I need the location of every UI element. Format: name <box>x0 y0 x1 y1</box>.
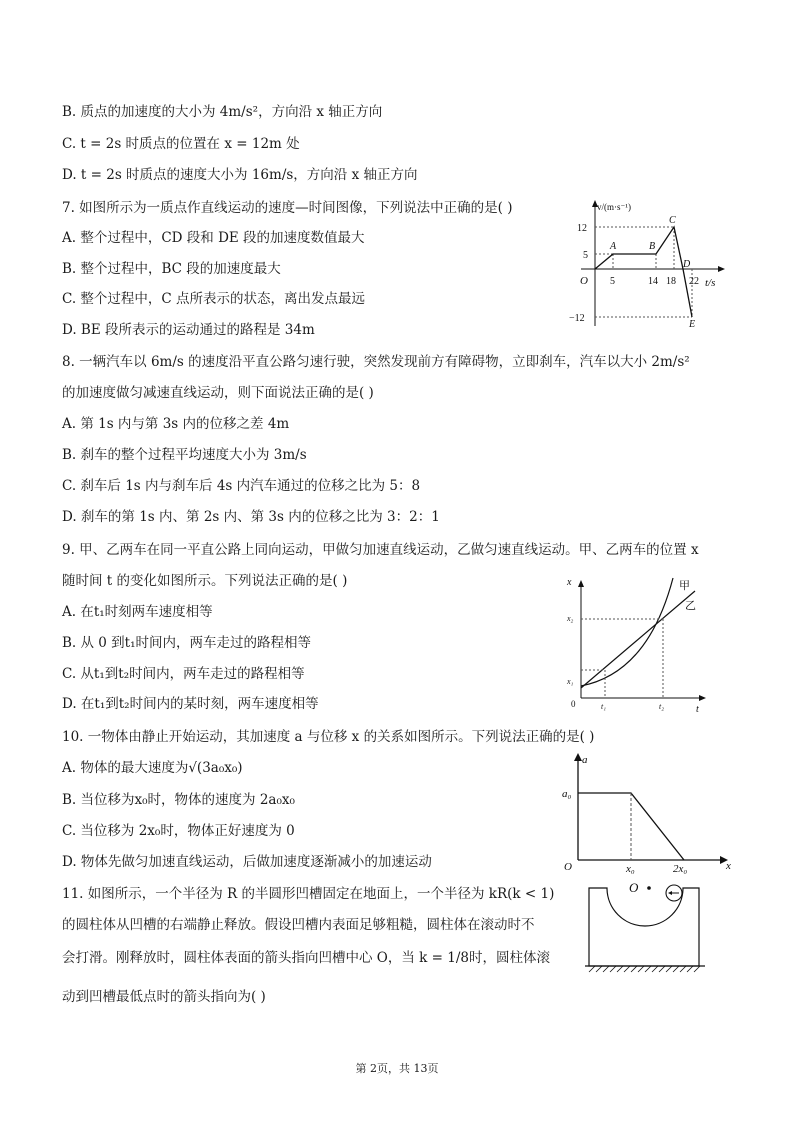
vt-ytick-12: 12 <box>577 223 587 234</box>
text-line: A. 物体的最大速度为√(3a₀x₀) <box>62 760 243 776</box>
text-line: A. 整个过程中，CD 段和 DE 段的加速度数值最大 <box>62 230 365 246</box>
text-line: C. t = 2s 时质点的位置在 x = 12m 处 <box>62 136 300 152</box>
text-line: D. BE 段所表示的运动通过的路程是 34m <box>62 322 315 338</box>
vt-ytick-neg12: −12 <box>569 313 585 324</box>
vt-point-B: B <box>649 241 656 252</box>
text-line: 随时间 t 的变化如图所示。下列说法正确的是( ) <box>62 573 348 589</box>
ax-x-label: x <box>726 860 731 872</box>
text-line: 的圆柱体从凹槽的右端静止释放。假设凹槽内表面足够粗糙，圆柱体在滚动时不 <box>62 917 535 933</box>
text-line: 10. 一物体由静止开始运动，其加速度 a 与位移 x 的关系如图所示。下列说法正确的是( ) <box>62 729 595 745</box>
vt-point-C: C <box>669 215 676 226</box>
vt-graph <box>565 198 727 330</box>
text-line: C. 当位移为 2x₀时，物体正好速度为 0 <box>62 823 295 839</box>
vt-point-E: E <box>689 319 696 330</box>
groove-center-dot <box>647 886 651 890</box>
xt-label-jia: 甲 <box>679 580 690 592</box>
text-line: B. 质点的加速度的大小为 4m/s²，方向沿 x 轴正方向 <box>62 104 383 120</box>
text-line: 9. 甲、乙两车在同一平直公路上同向运动，甲做匀加速直线运动，乙做匀速直线运动。甲、乙两车的位置 x <box>62 542 699 558</box>
text-line: C. 从t₁到t₂时间内，两车走过的路程相等 <box>62 666 305 682</box>
text-line: B. 当位移为x₀时，物体的速度为 2a₀x₀ <box>62 792 295 808</box>
text-line: D. t = 2s 时质点的速度大小为 16m/s，方向沿 x 轴正方向 <box>62 167 418 183</box>
ground-hatch <box>589 966 700 972</box>
text-line: 11. 如图所示，一个半径为 R 的半圆形凹槽固定在地面上，一个半径为 kR(k < 1) <box>62 886 555 902</box>
text-line: D. 刹车的第 1s 内、第 2s 内、第 3s 内的位移之比为 3：2：1 <box>62 509 440 525</box>
vt-point-A: A <box>610 241 617 252</box>
vt-point-D: D <box>683 259 691 270</box>
vt-x-arrow <box>718 266 725 272</box>
xt-ytick-x2: x₂ <box>567 614 574 623</box>
text-line: 的加速度做匀减速直线运动，则下面说法正确的是( ) <box>62 385 374 401</box>
ax-ytick-a0: a₀ <box>562 788 572 800</box>
vt-x-label: t/s <box>705 277 716 289</box>
text-line: A. 第 1s 内与第 3s 内的位移之差 4m <box>62 416 290 432</box>
page-footer: 第 2页，共 13页 <box>355 1062 439 1075</box>
text-line: 动到凹槽最低点时的箭头指向为( ) <box>62 989 266 1005</box>
text-line: D. 物体先做匀加速直线运动，后做加速度逐渐减小的加速运动 <box>62 854 432 870</box>
xt-x-arrow <box>699 695 706 701</box>
vt-xtick-22: 22 <box>689 276 699 287</box>
groove-figure <box>583 880 711 980</box>
vt-xtick-18: 18 <box>666 276 676 287</box>
text-line: 8. 一辆汽车以 6m/s 的速度沿平直公路匀速行驶，突然发现前方有障碍物，立即刹车，汽车以大小 2m/s² <box>62 354 690 370</box>
text-line: A. 在t₁时刻两车速度相等 <box>62 604 213 620</box>
text-line: B. 整个过程中，BC 段的加速度最大 <box>62 261 281 277</box>
xt-xtick-t2: t₂ <box>659 702 665 711</box>
xt-xtick-t1: t₁ <box>601 702 607 711</box>
vt-xtick-14: 14 <box>648 276 658 287</box>
xt-line-yi <box>581 591 695 688</box>
xt-ytick-x1: x₁ <box>567 677 574 686</box>
vt-origin: O <box>580 275 588 287</box>
text-line: 7. 如图所示为一质点作直线运动的速度—时间图像，下列说法中正确的是( ) <box>62 200 513 216</box>
xt-graph <box>563 573 713 713</box>
vt-ytick-5: 5 <box>583 250 588 261</box>
groove-center-label: O <box>629 880 639 895</box>
groove-body <box>589 888 699 966</box>
ax-xtick-2x0: 2x₀ <box>673 863 688 875</box>
text-line: C. 整个过程中，C 点所表示的状态，离出发点最远 <box>62 291 366 307</box>
xt-x-label: t <box>696 704 699 715</box>
ax-xtick-x0: x₀ <box>626 863 635 875</box>
text-line: B. 从 0 到t₁时间内，两车走过的路程相等 <box>62 635 312 651</box>
vt-xtick-5: 5 <box>610 276 615 287</box>
xt-label-yi: 乙 <box>685 600 696 612</box>
text-line: D. 在t₁到t₂时间内的某时刻，两车速度相等 <box>62 696 319 712</box>
text-line: 会打滑。刚释放时，圆柱体表面的箭头指向凹槽中心 O，当 k = 1/8时，圆柱体滚 <box>62 950 550 966</box>
xt-origin: 0 <box>571 699 576 709</box>
text-line: B. 刹车的整个过程平均速度大小为 3m/s <box>62 447 307 463</box>
text-line: C. 刹车后 1s 内与刹车后 4s 内汽车通过的位移之比为 5：8 <box>62 478 421 494</box>
ax-y-arrow <box>574 753 582 761</box>
ax-origin: O <box>564 861 572 873</box>
ax-y-label: a <box>582 754 588 766</box>
ax-graph <box>558 748 738 878</box>
xt-y-label: x <box>567 577 572 588</box>
xt-y-arrow <box>578 580 584 587</box>
vt-y-label: v/(m·s⁻¹) <box>597 202 631 212</box>
